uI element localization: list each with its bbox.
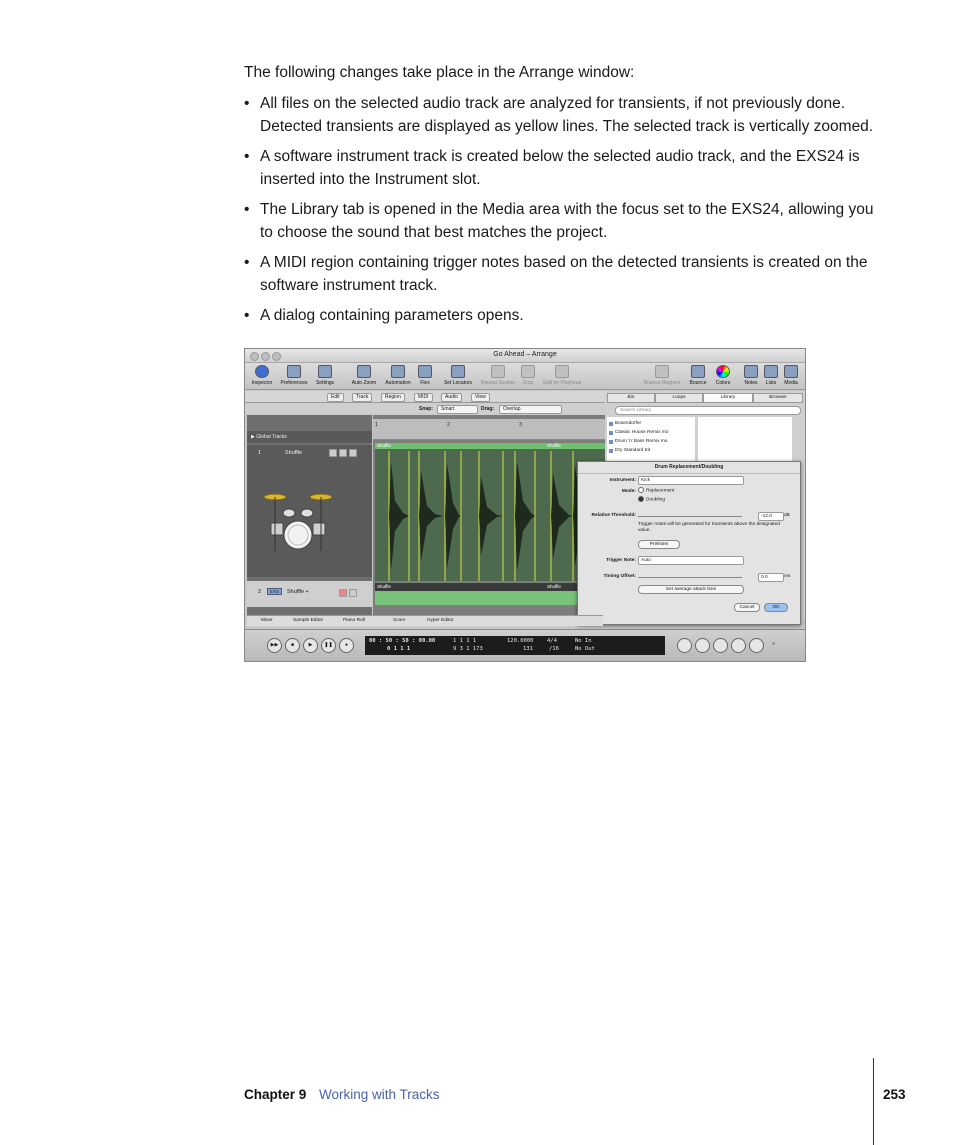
automation-icon — [391, 365, 405, 378]
track-header[interactable] — [247, 445, 372, 577]
crop-button[interactable]: Crop — [521, 365, 535, 386]
replace-icon[interactable] — [713, 638, 728, 653]
record-button[interactable] — [339, 589, 347, 597]
solo-icon[interactable] — [731, 638, 746, 653]
ok-button[interactable]: OK — [764, 603, 788, 612]
list-item[interactable]: Classic House Remix mo — [615, 430, 669, 435]
track-header[interactable] — [247, 581, 372, 607]
tab-mixer[interactable]: Mixer — [261, 618, 273, 623]
region-name: Shuffle — [377, 443, 391, 448]
bullet-marker: • — [244, 95, 250, 112]
drum-replacement-dialog — [577, 461, 801, 625]
threshold-field[interactable]: -12.0 — [758, 512, 784, 521]
transport-bar — [245, 629, 805, 662]
editor-tabs — [247, 615, 603, 626]
bullet-item: • A dialog containing parameters opens. — [244, 304, 884, 327]
waveform — [375, 451, 605, 581]
notes-icon — [744, 365, 758, 378]
timing-offset-field[interactable]: 0.0 — [758, 573, 784, 582]
auto-zoom-button[interactable]: Auto Zoom — [349, 365, 379, 386]
instrument-button[interactable] — [349, 589, 357, 597]
repeat-icon — [491, 365, 505, 378]
drum-kit-icon — [263, 483, 333, 553]
track-name: Shuffle — [285, 450, 303, 456]
record-icon[interactable]: ● — [339, 638, 354, 653]
bar-ruler[interactable] — [373, 419, 605, 440]
menu-track[interactable]: Track — [352, 393, 372, 402]
timing-offset-unit: ms — [784, 574, 791, 579]
automation-button[interactable]: Automation — [382, 365, 414, 386]
tempo-display: 120.0000 — [507, 638, 534, 644]
menu-region[interactable]: Region — [381, 393, 405, 402]
repeat-section-button[interactable]: Repeat Section — [479, 365, 517, 386]
zoom-icon — [357, 365, 371, 378]
bar-position: 1 1 1 1 — [453, 638, 477, 644]
cancel-button[interactable]: Cancel — [734, 603, 760, 612]
lists-button[interactable]: Lists — [763, 365, 779, 386]
bullet-marker: • — [244, 307, 250, 324]
intro-text: The following changes take place in the Arrange window: — [244, 64, 635, 81]
more-icon[interactable]: » — [772, 641, 775, 647]
media-icon — [784, 365, 798, 378]
forward-icon[interactable]: ▶▶ — [267, 638, 282, 653]
drag-label: Drag: — [481, 406, 495, 412]
snap-select[interactable]: Smart — [437, 405, 478, 414]
menu-audio[interactable]: Audio — [441, 393, 462, 402]
settings-button[interactable]: Settings — [313, 365, 337, 386]
metronome-icon[interactable] — [677, 638, 692, 653]
midi-region-header — [375, 583, 605, 591]
midi-in-display: No In — [575, 638, 592, 644]
bounce-button[interactable]: Bounce — [687, 365, 709, 386]
radio-icon — [638, 487, 644, 493]
colors-button[interactable]: Colors — [712, 365, 734, 386]
region-name: Shuffle — [547, 443, 561, 448]
split-by-playhead-button[interactable]: Split by Playhead — [539, 365, 585, 386]
bar-position: 9 3 1 173 — [453, 646, 483, 652]
tab-library[interactable]: Library — [703, 393, 753, 403]
arrange-window-screenshot — [244, 348, 806, 662]
region-name: Shuffle — [377, 584, 391, 589]
bounce-icon — [691, 365, 705, 378]
settings-icon — [318, 365, 332, 378]
lists-icon — [764, 365, 778, 378]
threshold-label: Relative Threshold: — [591, 513, 636, 518]
footer-section: Working with Tracks — [319, 1087, 440, 1102]
list-item[interactable]: Bosendorfer — [615, 421, 642, 426]
play-icon[interactable]: ▶ — [303, 638, 318, 653]
track-list — [247, 415, 372, 615]
color-wheel-icon — [716, 365, 730, 378]
info-icon — [255, 365, 269, 378]
instrument-select[interactable]: Kick — [638, 476, 744, 485]
window-title: Go Ahead – Arrange — [493, 351, 557, 358]
threshold-unit: dB — [784, 513, 790, 518]
notes-button[interactable]: Notes — [742, 365, 760, 386]
region-header — [375, 443, 605, 449]
signature-display: 4/4 — [547, 638, 557, 644]
midi-region[interactable] — [375, 591, 605, 605]
trigger-note-select[interactable]: Auto — [638, 556, 744, 565]
sync-icon[interactable] — [749, 638, 764, 653]
tab-loops[interactable]: Loops — [655, 393, 703, 403]
crop-icon — [521, 365, 535, 378]
track-number: 2 — [258, 589, 262, 595]
list-item[interactable]: Dry Standard Kit — [615, 448, 651, 453]
cycle-icon[interactable] — [695, 638, 710, 653]
threshold-note: Trigger notes will be generated for transients above the designated value. — [638, 522, 780, 533]
media-tabs — [607, 393, 803, 401]
timing-offset-label: Timing Offset: — [603, 574, 636, 579]
tab-bin[interactable]: Bin — [607, 393, 655, 403]
threshold-slider[interactable] — [638, 516, 742, 517]
radio-icon — [638, 496, 644, 502]
bullet-item: • A MIDI region containing trigger notes based on the detected transients is created on the software instrument track. — [244, 251, 884, 297]
exs-badge: EXS — [267, 588, 282, 595]
set-average-attack-button[interactable]: Set average attack time — [638, 585, 744, 594]
bar-marker: 2 — [447, 422, 451, 428]
record-button[interactable] — [349, 449, 357, 457]
snap-label: Snap: — [419, 406, 433, 412]
footer-divider — [873, 1058, 874, 1145]
midi-out-display: No Out — [575, 646, 595, 652]
bullet-marker: • — [244, 254, 250, 271]
flex-icon — [418, 365, 432, 378]
menu-edit[interactable]: Edit — [327, 393, 344, 402]
preferences-button[interactable]: Preferences — [279, 365, 309, 386]
dialog-title: Drum Replacement/Doubling — [578, 464, 800, 474]
bounce-regions-icon — [655, 365, 669, 378]
toolbar — [245, 363, 805, 390]
track-name: Shuffle + — [287, 589, 309, 595]
instrument-label: Instrument: — [609, 478, 636, 483]
preferences-icon — [287, 365, 301, 378]
library-list — [607, 417, 695, 467]
footer-chapter: Chapter 9 — [244, 1087, 307, 1102]
tab-sample-editor[interactable]: Sample Editor — [293, 618, 324, 623]
locators-icon — [451, 365, 465, 378]
page-number: 253 — [883, 1087, 906, 1102]
bullet-marker: • — [244, 148, 250, 165]
bullet-list — [244, 92, 884, 334]
split-icon — [555, 365, 569, 378]
lcd-display — [365, 636, 665, 655]
library-search-input[interactable]: Search Library — [615, 406, 801, 415]
pause-icon[interactable]: ❚❚ — [321, 638, 336, 653]
tab-hyper-editor[interactable]: Hyper Editor — [427, 618, 454, 623]
bullet-item: • All files on the selected audio track are analyzed for transients, if not previously done. Detected transients are displayed as yellow lines. The selected track is vertically zoomed. — [244, 92, 884, 138]
media-button[interactable]: Media — [782, 365, 800, 386]
arrange-area — [373, 415, 605, 615]
track-number: 1 — [258, 450, 262, 456]
snap-drag-bar — [245, 403, 605, 414]
menu-view[interactable]: View — [471, 393, 490, 402]
bar-position: 0 1 1 1 — [387, 646, 411, 652]
bullet-item: • The Library tab is opened in the Media area with the focus set to the EXS24, allowing you to choose the sound that best matches the project. — [244, 198, 884, 244]
tab-score[interactable]: Score — [393, 618, 406, 623]
flex-button[interactable]: Flex — [417, 365, 433, 386]
tempo-display: 131 — [523, 646, 533, 652]
mute-button[interactable] — [329, 449, 337, 457]
timing-offset-slider[interactable] — [638, 577, 742, 578]
global-tracks-header[interactable]: ▶ Global Tracks — [247, 431, 372, 443]
time-display: 00 : 50 : 58 : 00.00 — [369, 638, 436, 644]
audio-region[interactable] — [375, 443, 605, 581]
local-menubar — [245, 391, 605, 403]
bar-marker: 1 — [375, 422, 379, 428]
window-titlebar — [245, 349, 805, 363]
prelisten-button[interactable]: Prelisten — [638, 540, 680, 549]
mode-replacement-radio[interactable]: Replacement — [638, 487, 674, 493]
bar-marker: 3 — [519, 422, 523, 428]
bounce-regions-button[interactable]: Bounce Regions — [641, 365, 683, 386]
mode-doubling-radio[interactable]: Doubling — [638, 496, 665, 502]
mode-label: Mode: — [621, 489, 636, 494]
tab-browser[interactable]: Browser — [753, 393, 803, 403]
region-name: Shuffle — [547, 584, 561, 589]
set-locators-button[interactable]: Set Locators — [441, 365, 475, 386]
solo-button[interactable] — [339, 449, 347, 457]
trigger-note-label: Trigger Note: — [606, 558, 636, 563]
stop-icon[interactable]: ■ — [285, 638, 300, 653]
division-display: /16 — [549, 646, 559, 652]
menu-midi[interactable]: MIDI — [414, 393, 433, 402]
inspector-button[interactable]: Inspector — [249, 365, 275, 386]
tab-piano-roll[interactable]: Piano Roll — [343, 618, 365, 623]
bullet-marker: • — [244, 201, 250, 218]
library-sublist — [698, 417, 792, 467]
list-item[interactable]: Drum 'n' Bass Remix mo — [615, 439, 668, 444]
bullet-item: • A software instrument track is created below the selected audio track, and the EXS24 is inserted into the Instrument slot. — [244, 145, 884, 191]
drag-select[interactable]: Overlap — [499, 405, 562, 414]
